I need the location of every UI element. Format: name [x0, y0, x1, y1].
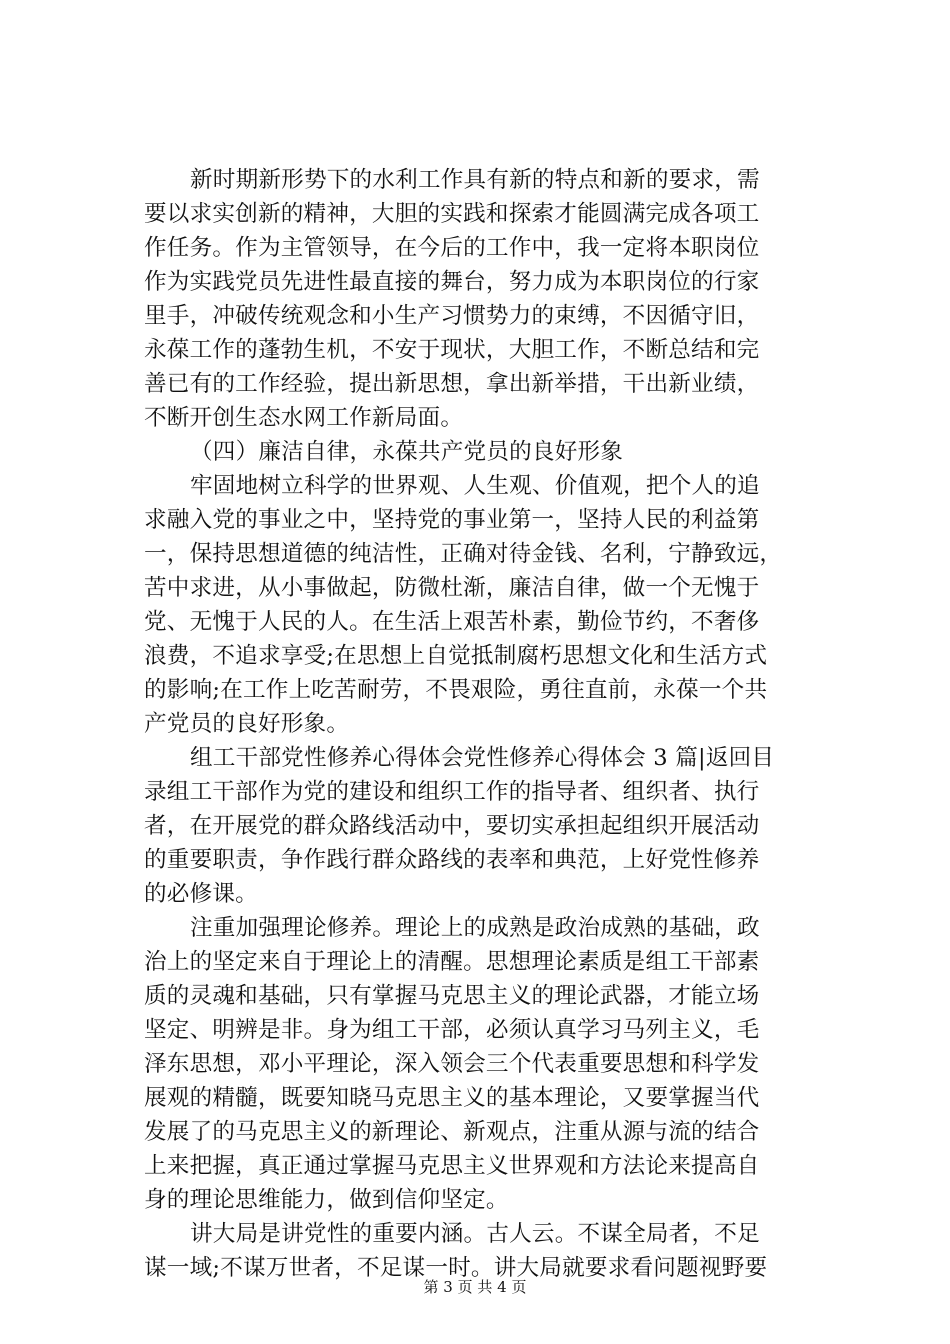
text-line: 作任务。作为主管领导，在今后的工作中，我一定将本职岗位: [144, 235, 760, 261]
text-line: 的影响;在工作上吃苦耐劳，不畏艰险，勇往直前，永葆一个共: [144, 677, 768, 703]
paragraph: [144, 911, 834, 1217]
text-line: 讲大局是讲党性的重要内涵。古人云。不谋全局者，不足: [190, 1221, 760, 1247]
text-line: 上来把握，真正通过掌握马克思主义世界观和方法论来提高自: [144, 1153, 760, 1179]
text-line: 质的灵魂和基础，只有掌握马克思主义的理论武器，才能立场: [144, 983, 760, 1009]
text-line: 坚定、明辨是非。身为组工干部，必须认真学习马列主义，毛: [144, 1017, 760, 1043]
section-heading: [144, 435, 834, 469]
text-line: 者，在开展党的群众路线活动中，要切实承担起组织开展活动: [144, 813, 760, 839]
page-footer: [0, 1277, 950, 1297]
text-line: 组工干部党性修养心得体会党性修养心得体会 3 篇|返回目: [190, 745, 775, 771]
text-line: 产党员的良好形象。: [144, 711, 350, 737]
text-line: 治上的坚定来自于理论上的清醒。思想理论素质是组工干部素: [144, 949, 760, 975]
text-line: 录组工干部作为党的建设和组织工作的指导者、组织者、执行: [144, 779, 760, 805]
text-line: 的必修课。: [144, 881, 258, 907]
text-line: 牢固地树立科学的世界观、人生观、价值观，把个人的追: [190, 473, 760, 499]
text-line: 新时期新形势下的水利工作具有新的特点和新的要求，需: [190, 167, 760, 193]
paragraph: [144, 741, 834, 911]
text-line: 作为实践党员先进性最直接的舞台，努力成为本职岗位的行家: [144, 269, 760, 295]
text-line: 苦中求进，从小事做起，防微杜渐，廉洁自律，做一个无愧于: [144, 575, 760, 601]
text-line: 求融入党的事业之中，坚持党的事业第一，坚持人民的利益第: [144, 507, 760, 533]
paragraph: [144, 163, 834, 435]
text-line: 注重加强理论修养。理论上的成熟是政治成熟的基础，政: [190, 915, 760, 941]
text-line: 谋一域;不谋万世者，不足谋一时。讲大局就要求看问题视野要: [144, 1255, 768, 1281]
text-line: 身的理论思维能力，做到信仰坚定。: [144, 1187, 509, 1213]
page-number-label: 第 3 页 共 4 页: [423, 1278, 527, 1296]
paragraph: [144, 469, 834, 741]
text-line: 发展了的马克思主义的新理论、新观点，注重从源与流的结合: [144, 1119, 760, 1145]
text-line: 泽东思想，邓小平理论，深入领会三个代表重要思想和科学发: [144, 1051, 760, 1077]
text-line: 永葆工作的蓬勃生机，不安于现状，大胆工作，不断总结和完: [144, 337, 760, 363]
text-line: 浪费，不追求享受;在思想上自觉抵制腐朽思想文化和生活方式: [144, 643, 768, 669]
text-line: 一，保持思想道德的纯洁性，正确对待金钱、名利，宁静致远，: [144, 541, 783, 567]
text-line: 党、无愧于人民的人。在生活上艰苦朴素，勤俭节约，不奢侈: [144, 609, 760, 635]
text-line: （四）廉洁自律，永葆共产党员的良好形象: [190, 439, 624, 465]
document-body: [144, 163, 834, 1285]
text-line: 善已有的工作经验，提出新思想，拿出新举措，干出新业绩，: [144, 371, 760, 397]
text-line: 里手，冲破传统观念和小生产习惯势力的束缚，不因循守旧，: [144, 303, 760, 329]
text-line: 的重要职责，争作践行群众路线的表率和典范，上好党性修养: [144, 847, 760, 873]
text-line: 展观的精髓，既要知晓马克思主义的基本理论，又要掌握当代: [144, 1085, 760, 1111]
text-line: 要以求实创新的精神，大胆的实践和探索才能圆满完成各项工: [144, 201, 760, 227]
text-line: 不断开创生态水网工作新局面。: [144, 405, 464, 431]
paragraph: [144, 1217, 834, 1285]
